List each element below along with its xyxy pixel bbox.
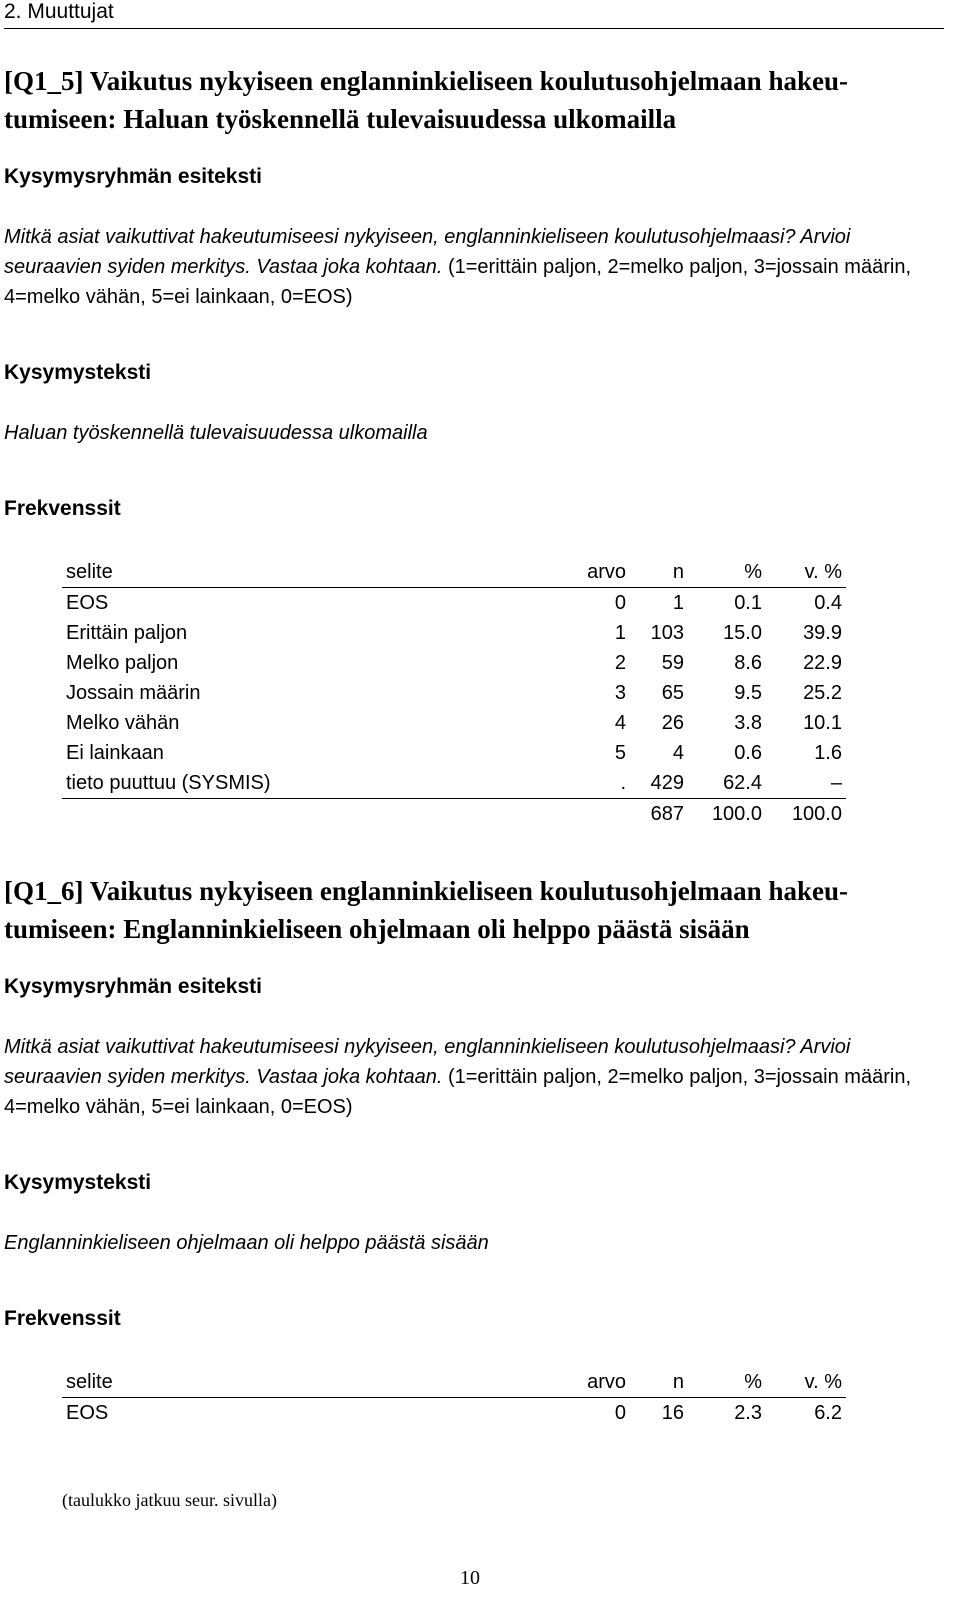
header-arvo: arvo (587, 561, 626, 583)
cell-vpct: 22.9 (803, 652, 842, 674)
page-number: 10 (460, 1567, 480, 1589)
cell-selite: Melko paljon (66, 652, 179, 674)
cell-n: 59 (661, 652, 684, 674)
cell-vpct: 0.4 (814, 592, 842, 614)
cell-pct: 9.5 (734, 682, 762, 704)
header-selite: selite (66, 561, 113, 583)
cell-pct: 62.4 (723, 772, 762, 794)
group-text-scale: (1=erittäin paljon, 2=melko paljon, 3=jossain määrin, 4=melko vähän, 5=ei lainkaan, 0=EOS) (4, 1066, 911, 1118)
cell-selite-empty (62, 799, 540, 830)
cell-arvo: 3 (614, 682, 626, 704)
cell-arvo: 5 (614, 742, 626, 764)
table-total-row (62, 799, 846, 830)
table-row (62, 618, 846, 648)
total-vpct: 100.0 (791, 803, 842, 825)
cell-arvo: 2 (614, 652, 626, 674)
cell-selite: EOS (66, 1402, 109, 1424)
cell-n: 65 (661, 682, 684, 704)
table-row (62, 708, 846, 738)
table-row (62, 738, 846, 768)
cell-selite: EOS (66, 592, 109, 614)
cell-selite: Ei lainkaan (66, 742, 164, 764)
table-row (62, 588, 846, 619)
question-heading: Kysymysteksti (4, 1171, 152, 1194)
table-row (62, 1398, 846, 1429)
total-n: 687 (650, 803, 684, 825)
cell-pct: 2.3 (734, 1402, 762, 1424)
group-text (4, 1032, 944, 1122)
question-heading: Kysymysteksti (4, 361, 152, 384)
variable-title: [Q1_5] Vaikutus nykyiseen englanninkieliseen koulutusohjelmaan hakeu-tumiseen: Haluan työskennellä tulevaisuudessa ulkomailla (4, 66, 848, 134)
cell-selite: Jossain määrin (66, 682, 201, 704)
cell-n: 1 (672, 592, 684, 614)
cell-selite: Melko vähän (66, 712, 180, 734)
cell-vpct: – (830, 772, 842, 794)
group-heading: Kysymysryhmän esiteksti (4, 165, 262, 188)
table-row (62, 648, 846, 678)
header-selite: selite (66, 1371, 113, 1393)
table-row (62, 768, 846, 799)
header-vpct: v. % (804, 1371, 842, 1393)
cell-selite: Erittäin paljon (66, 622, 188, 644)
cell-arvo: 0 (614, 592, 626, 614)
group-text-italic: Mitkä asiat vaikuttivat hakeutumiseesi nykyiseen, englanninkieliseen koulutusohjelmaasi? Arvioi seuraavien syiden merkitys. Vastaa joka kohtaan. (4, 226, 851, 278)
variable-title: [Q1_6] Vaikutus nykyiseen englanninkieliseen koulutusohjelmaan hakeu-tumiseen: Englanninkieliseen ohjelmaan oli helppo päästä sisään (4, 876, 848, 944)
header-n: n (672, 561, 684, 583)
group-text (4, 222, 944, 312)
cell-n: 4 (672, 742, 684, 764)
running-head: 2. Muuttujat (4, 0, 114, 23)
group-heading: Kysymysryhmän esiteksti (4, 975, 262, 998)
cell-pct: 15.0 (723, 622, 762, 644)
header-n: n (672, 1371, 684, 1393)
frequency-heading: Frekvenssit (4, 1307, 121, 1330)
cell-n: 103 (650, 622, 684, 644)
cell-arvo: . (620, 772, 626, 794)
cell-arvo: 4 (614, 712, 626, 734)
header-pct: % (744, 561, 762, 583)
cell-pct: 3.8 (734, 712, 762, 734)
question-text: Haluan työskennellä tulevaisuudessa ulkomailla (4, 422, 428, 444)
group-text-italic: Mitkä asiat vaikuttivat hakeutumiseesi nykyiseen, englanninkieliseen koulutusohjelmaasi? Arvioi seuraavien syiden merkitys. Vastaa joka kohtaan. (4, 1036, 851, 1088)
cell-vpct: 6.2 (814, 1402, 842, 1424)
cell-arvo: 0 (614, 1402, 626, 1424)
cell-n: 26 (661, 712, 684, 734)
table-header-row (62, 557, 846, 588)
header-vpct: v. % (804, 561, 842, 583)
table-row (62, 678, 846, 708)
question-text: Englanninkieliseen ohjelmaan oli helppo päästä sisään (4, 1232, 489, 1254)
total-pct: 100.0 (711, 803, 762, 825)
cell-vpct: 39.9 (803, 622, 842, 644)
frequency-table (62, 1367, 846, 1428)
cell-vpct: 25.2 (803, 682, 842, 704)
header-pct: % (744, 1371, 762, 1393)
cell-pct: 8.6 (734, 652, 762, 674)
cell-vpct: 1.6 (814, 742, 842, 764)
frequency-heading: Frekvenssit (4, 497, 121, 520)
cell-n: 16 (661, 1402, 684, 1424)
table-continues-note: (taulukko jatkuu seur. sivulla) (62, 1490, 277, 1510)
frequency-table (62, 557, 846, 829)
table-header-row (62, 1367, 846, 1398)
cell-pct: 0.1 (734, 592, 762, 614)
cell-pct: 0.6 (734, 742, 762, 764)
running-head-rule (4, 28, 944, 29)
group-text-scale: (1=erittäin paljon, 2=melko paljon, 3=jossain määrin, 4=melko vähän, 5=ei lainkaan, 0=EOS) (4, 256, 911, 308)
cell-n: 429 (650, 772, 684, 794)
cell-arvo-empty (540, 799, 630, 830)
cell-vpct: 10.1 (803, 712, 842, 734)
header-arvo: arvo (587, 1371, 626, 1393)
cell-selite: tieto puuttuu (SYSMIS) (66, 772, 271, 794)
cell-arvo: 1 (614, 622, 626, 644)
